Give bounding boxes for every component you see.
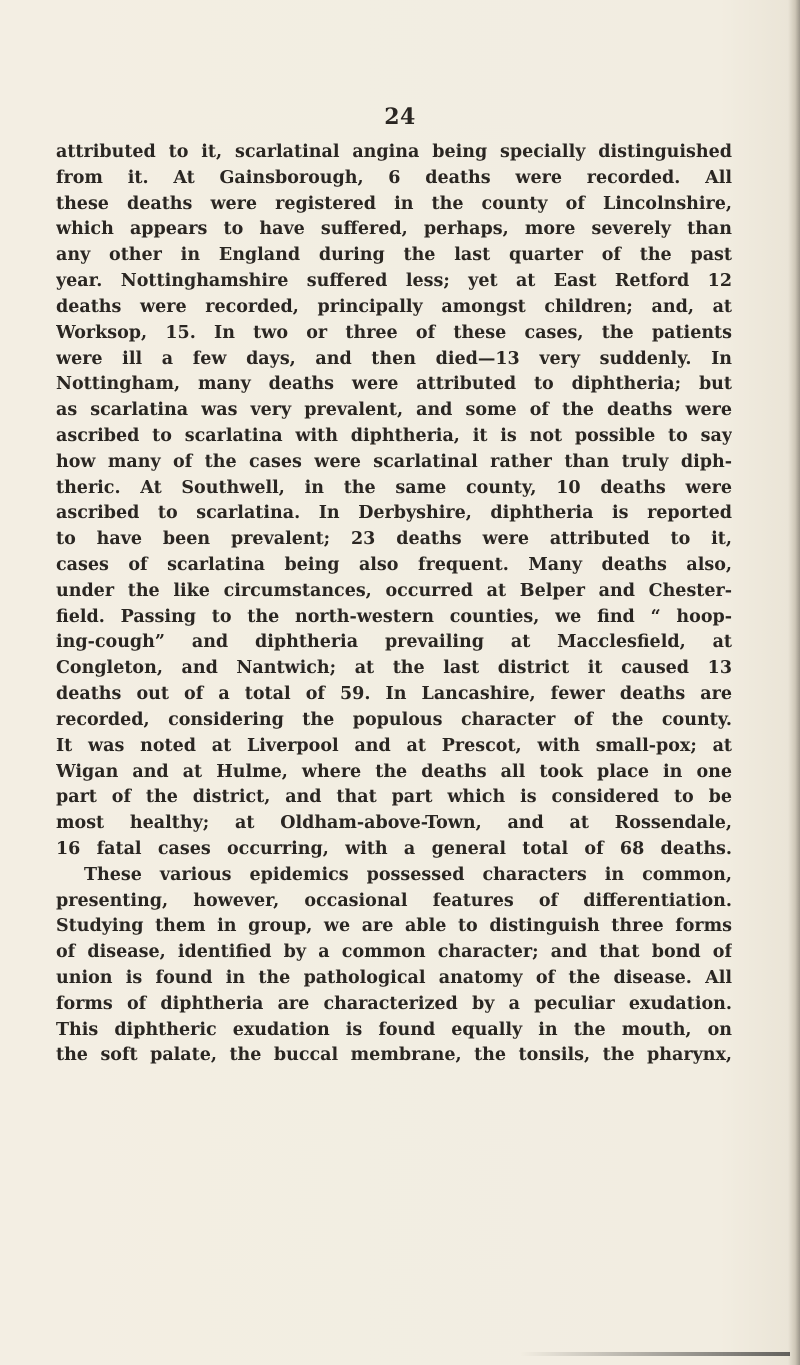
text-line: how many of the cases were scarlatinal rather than truly diph-: [56, 451, 732, 472]
text-line: ascribed to scarlatina with diphtheria, it is not possible to say: [56, 425, 732, 446]
text-line: union is found in the pathological anatomy of the disease. All: [56, 968, 732, 988]
text-line: It was noted at Liverpool and at Prescot, with small-pox; at: [56, 735, 732, 756]
text-line: Studying them in group, we are able to distinguish three forms: [56, 916, 732, 937]
page-number: 24: [384, 104, 416, 130]
text-line: under the like circumstances, occurred at Belper and Chester-: [56, 580, 732, 601]
bottom-edge-shadow: [520, 1352, 790, 1356]
text-line: most healthy; at Oldham-above-Town, and at Rossendale,: [56, 813, 732, 834]
text-line: which appears to have suffered, perhaps, more severely than: [56, 219, 732, 240]
text-line: field. Passing to the north-western counties, we find “ hoop-: [56, 606, 732, 627]
text-line: cases of scarlatina being also frequent. Many deaths also,: [56, 555, 732, 575]
text-line: as scarlatina was very prevalent, and some of the deaths were: [56, 400, 732, 421]
text-line: to have been prevalent; 23 deaths were attributed to it,: [56, 529, 732, 550]
text-line: presenting, however, occasional features of differentiation.: [56, 890, 732, 911]
text-line: Congleton, and Nantwich; at the last district it caused 13: [56, 658, 732, 679]
text-line: deaths were recorded, principally amongst children; and, at: [56, 296, 732, 317]
text-line: year. Nottinghamshire suffered less; yet at East Retford 12: [56, 271, 732, 292]
text-line: the soft palate, the buccal membrane, the tonsils, the pharynx,: [56, 1045, 732, 1066]
text-line: part of the district, and that part which is considered to be: [56, 787, 732, 808]
text-line: forms of diphtheria are characterized by a peculiar exudation.: [56, 993, 732, 1014]
text-line: Worksop, 15. In two or three of these cases, the patients: [56, 322, 732, 343]
text-line: Wigan and at Hulme, where the deaths all took place in one: [56, 761, 732, 782]
text-line: of disease, identified by a common character; and that bond of: [56, 942, 732, 963]
text-line: any other in England during the last quarter of the past: [56, 245, 732, 266]
text-line: from it. At Gainsborough, 6 deaths were recorded. All: [56, 167, 732, 188]
text-line: these deaths were registered in the county of Lincolnshire,: [56, 193, 732, 214]
text-line: recorded, considering the populous character of the county.: [56, 709, 732, 730]
text-line: deaths out of a total of 59. In Lancashire, fewer deaths are: [56, 684, 732, 705]
text-line: theric. At Southwell, in the same county, 10 deaths were: [56, 477, 732, 498]
text-line: Nottingham, many deaths were attributed to diphtheria; but: [56, 374, 732, 395]
text-line: were ill a few days, and then died—13 very suddenly. In: [56, 348, 732, 369]
body-text: [56, 140, 732, 1069]
text-line: 16 fatal cases occurring, with a general total of 68 deaths.: [56, 838, 732, 859]
page-edge-shadow: [788, 0, 800, 1365]
text-line: attributed to it, scarlatinal angina being specially distinguished: [56, 142, 732, 162]
paragraph-start-line: These various epidemics possessed characters in common,: [84, 864, 732, 885]
text-line: ing-cough” and diphtheria prevailing at Macclesfield, at: [56, 632, 732, 653]
text-line: This diphtheric exudation is found equally in the mouth, on: [56, 1019, 732, 1040]
text-line: ascribed to scarlatina. In Derbyshire, diphtheria is reported: [56, 503, 732, 524]
